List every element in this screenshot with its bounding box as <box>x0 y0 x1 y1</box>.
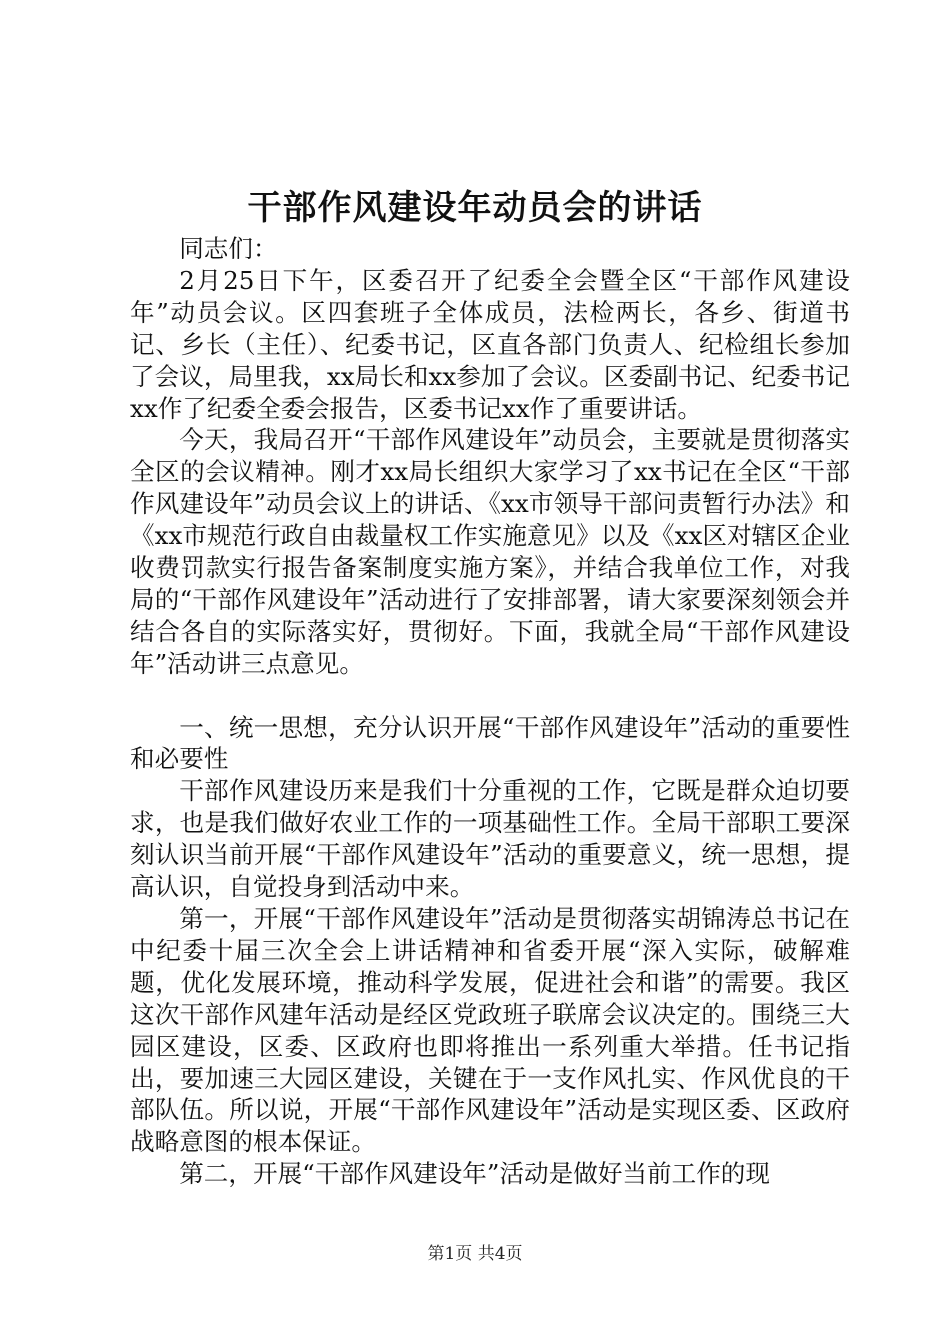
section-paragraph-3: 第二，开展“干部作风建设年”活动是做好当前工作的现 <box>179 1159 770 1189</box>
document-title: 干部作风建设年动员会的讲话 <box>247 188 703 228</box>
page-number-footer: 第1页 共4页 <box>427 1244 523 1264</box>
salutation: 同志们： <box>179 234 278 263</box>
section-heading: 一、统一思想，充分认识开展“干部作风建设年”活动的重要性和必要性 <box>130 712 850 774</box>
intro-paragraph-1: 2月25日下午，区委召开了纪委全会暨全区“干部作风建设年”动员会议。区四套班子全体成员，法检两长，各乡、街道书记、乡长（主任）、纪委书记，区直各部门负责人、纪检组长参加了会议，局里我，xx局长和xx参加了会议。区委副书记、纪委书记xx作了纪委全委会报告，区委书记xx作了重要讲话。 <box>130 265 850 423</box>
intro-paragraph-2: 今天，我局召开“干部作风建设年”动员会，主要就是贯彻落实全区的会议精神。刚才xx局长组织大家学习了xx书记在全区“干部作风建设年”动员会议上的讲话、《xx市领导干部问责暂行办法》和《xx市规范行政自由裁量权工作实施意见》以及《xx区对辖区企业收费罚款实行报告备案制度实施方案》，并结合我单位工作，对我局的“干部作风建设年”活动进行了安排部署，请大家要深刻领会并结合各自的实际落实好，贯彻好。下面，我就全局“干部作风建设年”活动讲三点意见。 <box>130 425 850 678</box>
section-paragraph-2: 第一，开展“干部作风建设年”活动是贯彻落实胡锦涛总书记在中纪委十届三次全会上讲话精神和省委开展“深入实际，破解难题，优化发展环境，推动科学发展，促进社会和谐”的需要。我区这次干部作风建年活动是经区党政班子联席会议决定的。围绕三大园区建设，区委、区政府也即将推出一系列重大举措。任书记指出，要加速三大园区建设，关键在于一支作风扎实、作风优良的干部队伍。所以说，开展“干部作风建设年”活动是实现区委、区政府战略意图的根本保证。 <box>130 904 850 1157</box>
document-body <box>130 233 850 1190</box>
section-paragraph-1: 干部作风建设历来是我们十分重视的工作，它既是群众迫切要求，也是我们做好农业工作的一项基础性工作。全局干部职工要深刻认识当前开展“干部作风建设年”活动的重要意义，统一思想，提高认识，自觉投身到活动中来。 <box>130 776 850 902</box>
